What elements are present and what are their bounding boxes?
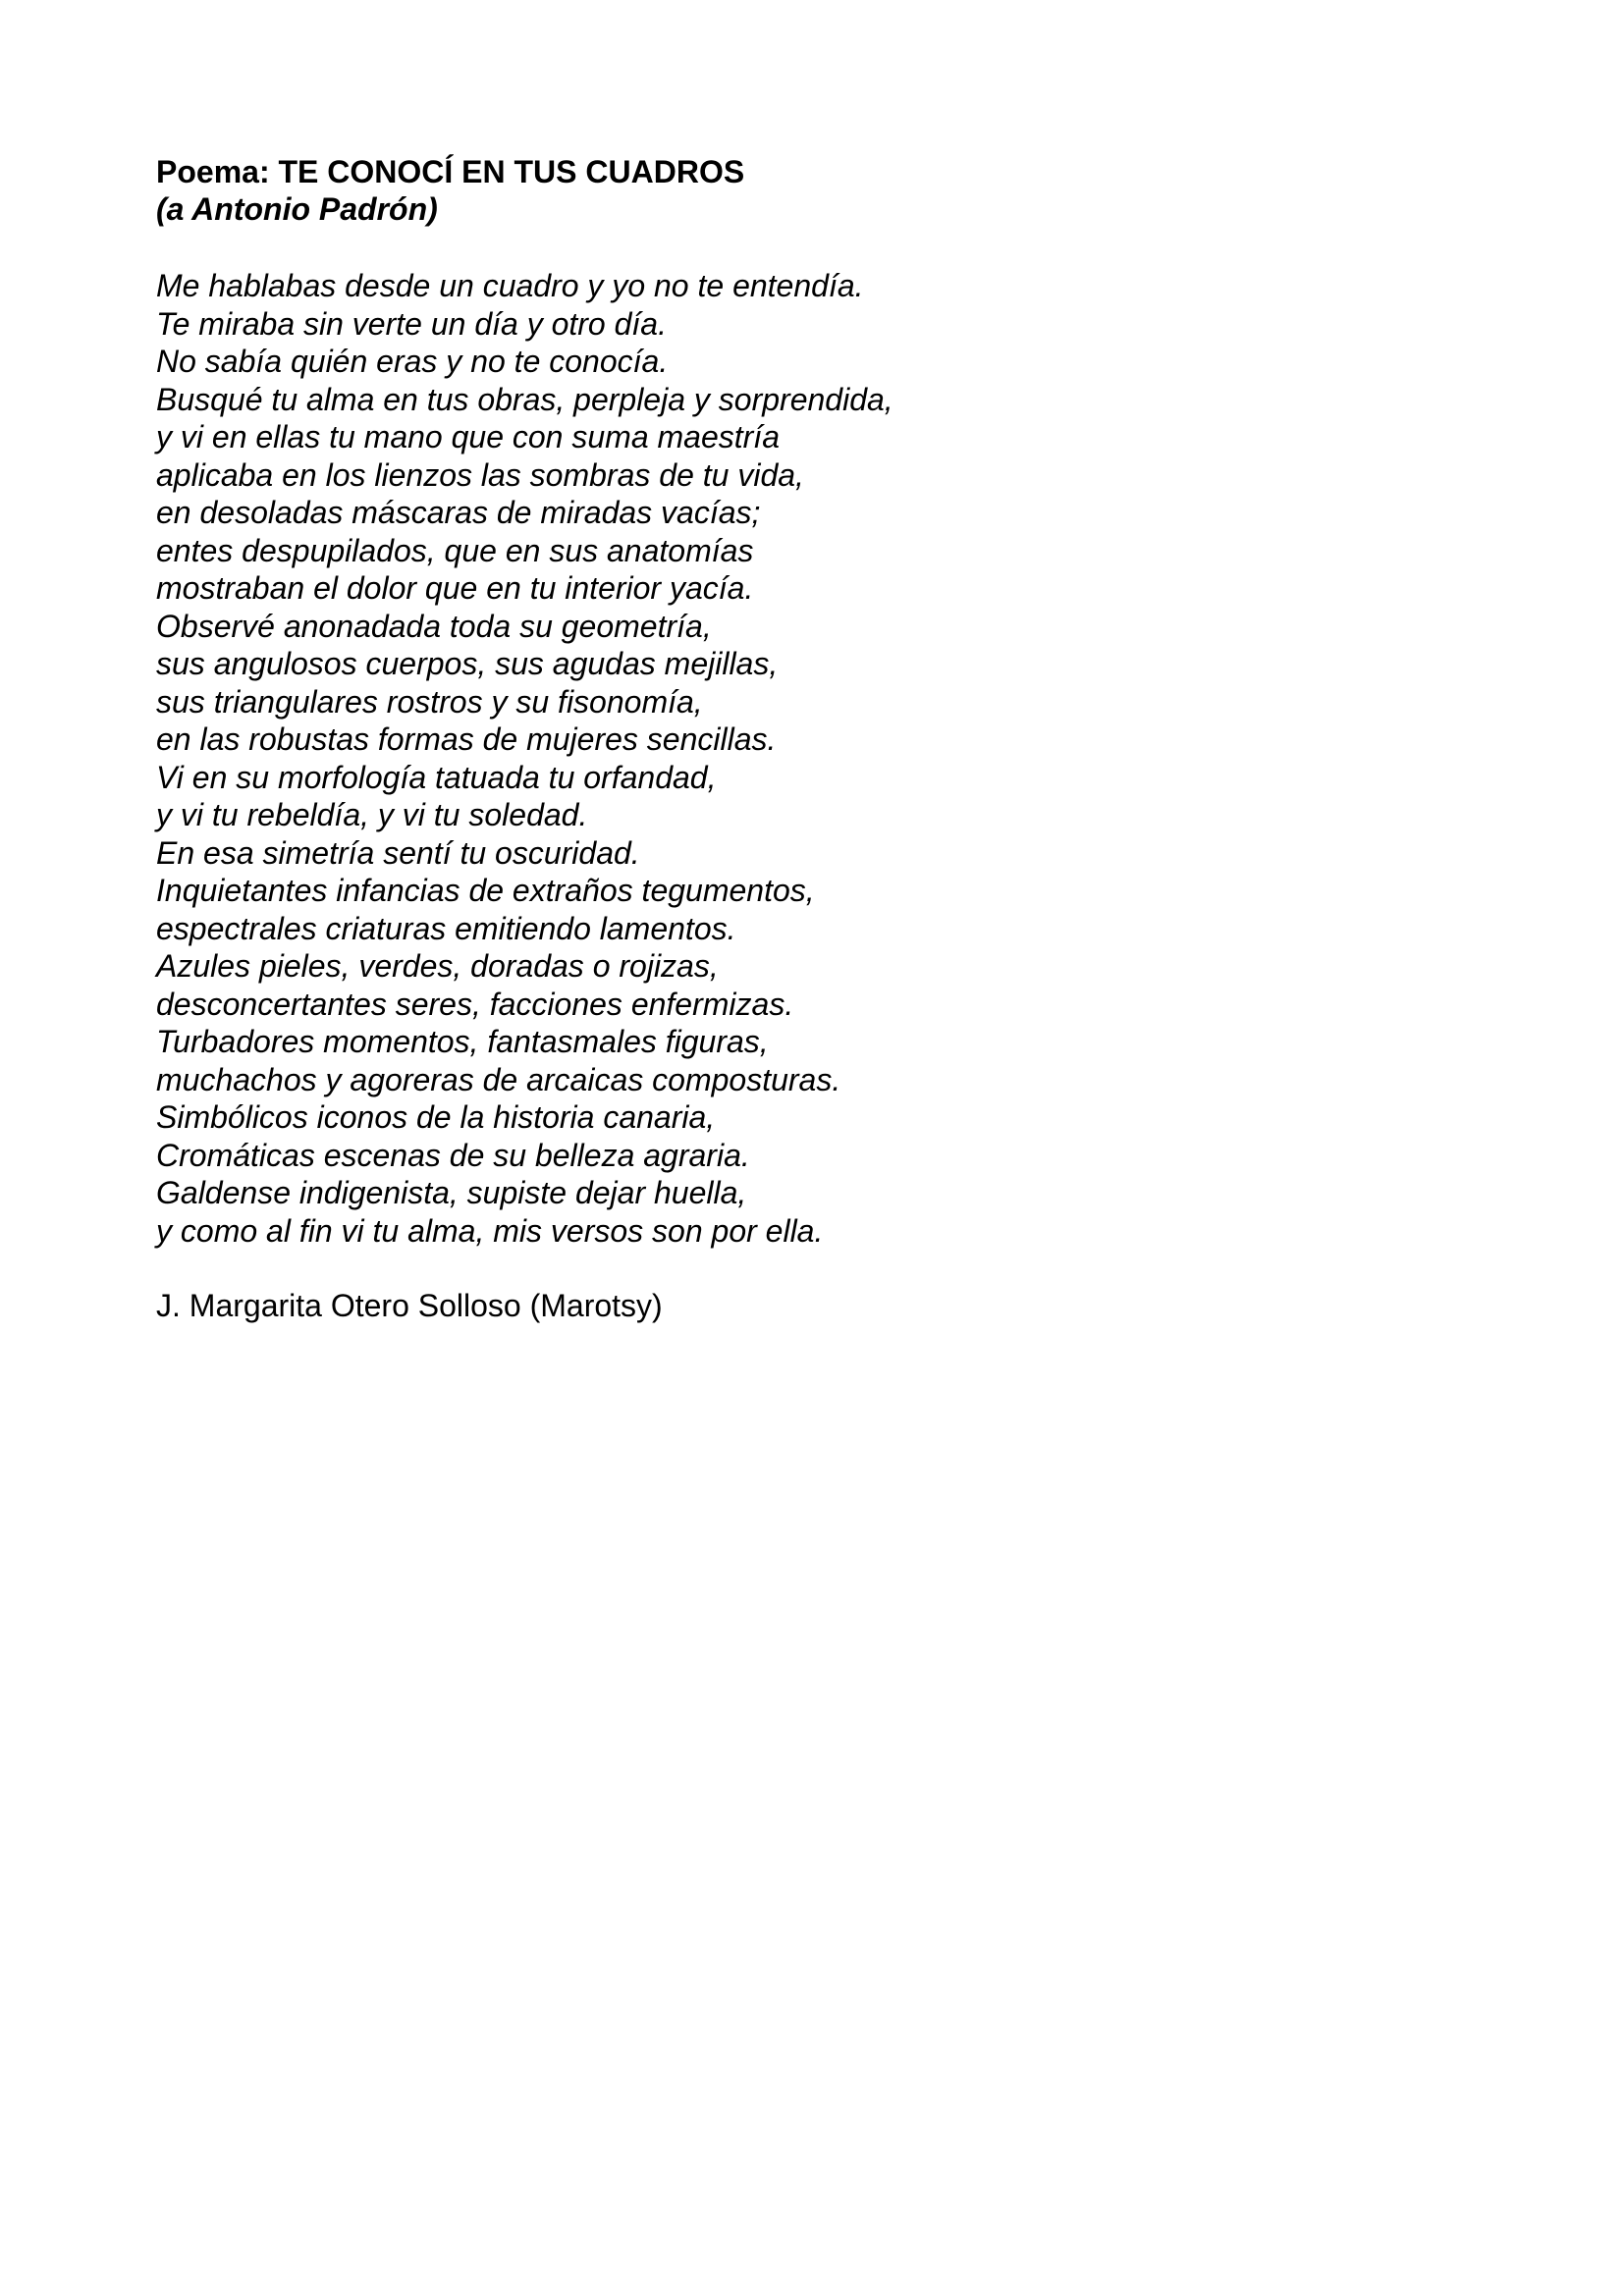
poem-title: Poema: TE CONOCÍ EN TUS CUADROS [156, 154, 745, 189]
verse-line: Turbadores momentos, fantasmales figuras, [156, 1024, 769, 1059]
poem-content [156, 153, 1433, 1324]
poem-stanza [156, 267, 1433, 1250]
verse-line: Observé anonadada toda su geometría, [156, 608, 712, 644]
verse-line: y vi en ellas tu mano que con suma maestría [156, 419, 780, 454]
verse-line: espectrales criaturas emitiendo lamentos. [156, 910, 736, 946]
poem-author: J. Margarita Otero Solloso (Marotsy) [156, 1288, 663, 1323]
verse-line: en las robustas formas de mujeres sencillas. [156, 721, 777, 757]
verse-line: Inquietantes infancias de extraños tegumentos, [156, 873, 815, 908]
verse-line: aplicaba en los lienzos las sombras de tu vida, [156, 456, 804, 493]
verse-line: muchachos y agoreras de arcaicas composturas. [156, 1061, 841, 1097]
verse-line: sus angulosos cuerpos, sus agudas mejillas, [156, 646, 779, 681]
verse-line: Busqué tu alma en tus obras, perpleja y sorprendida, [156, 381, 893, 417]
verse-line: Galdense indigenista, supiste dejar huella, [156, 1175, 747, 1210]
verse-line: Te miraba sin verte un día y otro día. [156, 305, 667, 342]
verse-line: En esa simetría sentí tu oscuridad. [156, 834, 640, 871]
verse-line: y vi tu rebeldía, y vi tu soledad. [156, 797, 588, 832]
verse-line: desconcertantes seres, facciones enfermizas. [156, 986, 794, 1022]
verse-line: y como al fin vi tu alma, mis versos son por ella. [156, 1212, 824, 1249]
verse-line: No sabía quién eras y no te conocía. [156, 344, 669, 379]
verse-line: sus triangulares rostros y su fisonomía, [156, 683, 703, 720]
verse-line: Azules pieles, verdes, doradas o rojizas, [156, 948, 719, 984]
verse-line: Simbólicos iconos de la historia canaria, [156, 1099, 716, 1135]
verse-line: en desoladas máscaras de miradas vacías; [156, 495, 761, 530]
verse-line: Vi en su morfología tatuada tu orfandad, [156, 759, 717, 795]
verse-line: entes despupilados, que en sus anatomías [156, 532, 754, 568]
verse-line: Cromáticas escenas de su belleza agraria. [156, 1137, 750, 1173]
verse-line: Me hablabas desde un cuadro y yo no te entendía. [156, 268, 864, 303]
verse-line: mostraban el dolor que en tu interior yacía. [156, 570, 754, 606]
poem-dedication: (a Antonio Padrón) [156, 191, 438, 227]
